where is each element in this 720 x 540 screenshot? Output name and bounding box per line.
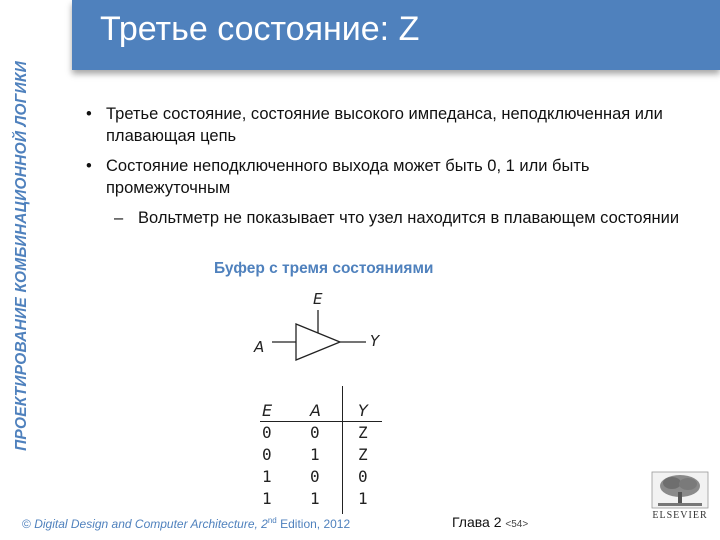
table-cell: 1 [262, 489, 272, 508]
slide-number: <54> [505, 519, 529, 530]
sidebar-title: ПРОЕКТИРОВАНИЕ КОМБИНАЦИОННОЙ ЛОГИКИ [13, 61, 30, 451]
bullet-text: Состояние неподключенного выхода может быть 0, 1 или быть промежуточным [106, 157, 590, 197]
sub-bullet-text: Вольтметр не показывает что узел находится в плавающем состоянии [138, 209, 680, 227]
copyright-symbol: © [22, 517, 35, 531]
figure-subtitle: Буфер с тремя состояниями [214, 260, 434, 277]
column-header: A [310, 401, 321, 420]
truth-table [262, 400, 406, 510]
sub-bullet-marker: – [114, 209, 124, 227]
bullet-text: Третье состояние, состояние высокого импеданса, неподключенная или плавающая цепь [106, 105, 663, 145]
sidebar [0, 0, 44, 510]
bullet-item [86, 155, 686, 199]
table-cell: 0 [262, 423, 272, 442]
table-cell: 0 [310, 423, 320, 442]
table-cell: Z [358, 445, 368, 464]
logo-wordmark: ELSEVIER [652, 510, 708, 521]
page-title: Третье состояние: Z [100, 10, 420, 48]
table-row [262, 466, 406, 488]
table-header-row [262, 400, 406, 422]
bullet-item [86, 103, 686, 147]
column-header: E [262, 401, 273, 420]
bullet-marker: • [86, 105, 92, 123]
column-header: Y [358, 401, 368, 420]
table-cell: 0 [262, 445, 272, 464]
table-cell: 1 [262, 467, 272, 486]
tristate-buffer-diagram [240, 286, 400, 376]
output-label: Y [370, 332, 380, 350]
book-title: Digital Design and Computer Architecture, 2 [34, 517, 268, 531]
table-row [262, 422, 406, 444]
chapter-label: Глава 2 [452, 514, 502, 530]
table-row [262, 488, 406, 510]
page-number [452, 514, 528, 530]
enable-label: E [313, 290, 323, 308]
title-bar [72, 0, 720, 70]
table-cell: 0 [310, 467, 320, 486]
bullet-marker: • [86, 157, 92, 175]
table-divider [342, 386, 343, 514]
tree-logo-icon [650, 470, 710, 510]
table-cell: 1 [358, 489, 368, 508]
table-cell: 1 [310, 489, 320, 508]
footer-credit [22, 516, 350, 531]
elsevier-logo [650, 470, 710, 522]
table-cell: Z [358, 423, 368, 442]
input-label: A [254, 338, 265, 356]
table-cell: 0 [358, 467, 368, 486]
sub-bullet-item [86, 207, 686, 229]
slide-content [86, 103, 686, 229]
edition-year: Edition, 2012 [276, 517, 351, 531]
table-cell: 1 [310, 445, 320, 464]
table-row [262, 444, 406, 466]
edition-superscript: nd [267, 516, 277, 525]
table-header-line [260, 421, 382, 422]
